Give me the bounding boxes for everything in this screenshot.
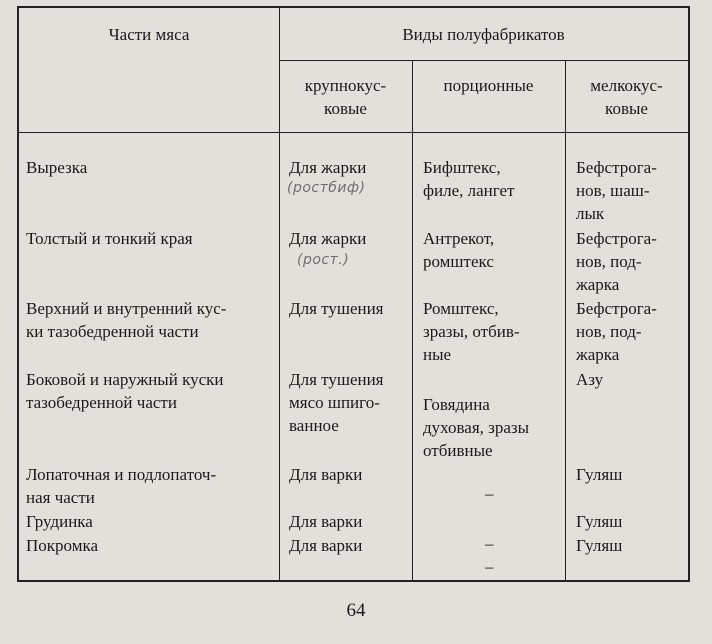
row-part: Боковой и наружный куски тазобедренной части — [26, 370, 224, 412]
row-large: Для варки — [289, 512, 363, 531]
row-part: Верхний и внутренний кус- ки тазобедренной части — [26, 299, 227, 341]
header-divider — [279, 60, 688, 61]
row-large: Для варки — [289, 536, 363, 555]
page-number: 64 — [346, 600, 366, 621]
row-small: Бефстрога- нов, шаш- лык — [576, 158, 657, 223]
row-large: Для жарки — [289, 158, 367, 177]
row-portion-dash: – — [485, 534, 494, 553]
header-semi-products: Виды полуфабрикатов — [402, 25, 565, 44]
column-divider — [412, 60, 413, 580]
row-part: Покромка — [26, 536, 99, 555]
row-small: Бефстрога- нов, под- жарка — [576, 299, 657, 364]
column-divider — [565, 60, 566, 580]
row-portion: Говядина духовая, зразы отбивные — [423, 395, 530, 460]
header-portion: порционные — [443, 76, 534, 95]
row-portion: Бифштекс, филе, лангет — [423, 158, 515, 200]
row-small: Гуляш — [576, 465, 623, 484]
header-meat-parts: Части мяса — [108, 25, 190, 44]
row-large: Для тушения — [289, 299, 384, 318]
handwritten-note: (рост.) — [297, 252, 350, 268]
handwritten-note: (ростбиф) — [287, 180, 366, 196]
header-bottom-line — [19, 132, 688, 133]
row-small: Гуляш — [576, 536, 623, 555]
row-part: Грудинка — [26, 512, 93, 531]
row-small: Бефстрога- нов, под- жарка — [576, 229, 657, 294]
row-part: Лопаточная и подлопаточ- ная части — [26, 465, 217, 507]
row-part: Вырезка — [26, 158, 88, 177]
header-small-pieces: мелкокус- ковые — [590, 76, 663, 118]
row-small: Азу — [576, 370, 604, 389]
row-large: Для варки — [289, 465, 363, 484]
row-large: Для жарки — [289, 229, 367, 248]
row-portion: Антрекот, ромштекс — [423, 229, 495, 271]
meat-cuts-table — [17, 6, 690, 582]
row-portion-dash: – — [485, 484, 494, 503]
row-large: Для тушения мясо шпиго- ванное — [289, 370, 384, 435]
row-portion-dash: – — [485, 557, 494, 576]
row-part: Толстый и тонкий края — [26, 229, 193, 248]
header-large-pieces: крупнокус- ковые — [304, 76, 387, 118]
row-small: Гуляш — [576, 512, 623, 531]
row-portion: Ромштекс, зразы, отбив- ные — [423, 299, 520, 364]
